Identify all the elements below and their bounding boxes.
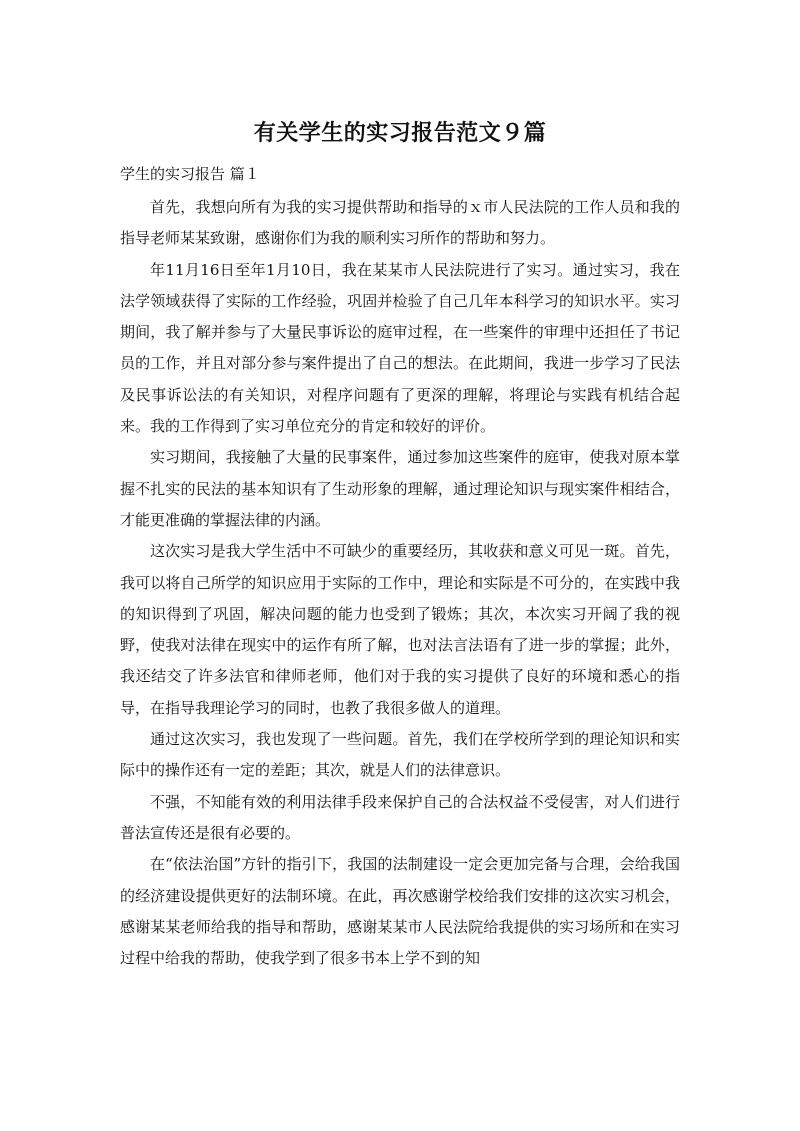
- paragraph-3: 实习期间，我接触了大量的民事案件，通过参加这些案件的庭审，使我对原本掌握不扎实的民法的基本知识有了生动形象的理解，通过理论知识与现实案件相结合，才能更准确的掌握法律的内涵。: [120, 448, 680, 529]
- paragraph-2: 年11月16日至年1月10日，我在某某市人民法院进行了实习。通过实习，我在法学领域获得了实际的工作经验，巩固并检验了自己几年本科学习的知识水平。实习期间，我了解并参与了大量民事诉讼的庭审过程，在一些案件的审理中还担任了书记员的工作，并且对部分参与案件提出了自己的想法。在此期间，我进一步学习了民法及民事诉讼法的有关知识，对程序问题有了更深的理解，将理论与实践有机结合起来。我的工作得到了实习单位充分的肯定和较好的评价。: [120, 260, 680, 436]
- document-body: [120, 192, 680, 974]
- paragraph-6: 不强，不知能有效的利用法律手段来保护自己的合法权益不受侵害，对人们进行普法宣传还是很有必要的。: [120, 792, 680, 842]
- document-title: 有关学生的实习报告范文９篇: [253, 121, 547, 146]
- paragraph-4: 这次实习是我大学生活中不可缺少的重要经历，其收获和意义可见一斑。首先，我可以将自己所学的知识应用于实际的工作中，理论和实际是不可分的，在实践中我的知识得到了巩固，解决问题的能力也受到了锻炼；其次，本次实习开阔了我的视野，使我对法律在现实中的运作有所了解，也对法言法语有了进一步的掌握；此外，我还结交了许多法官和律师老师，他们对于我的实习提供了良好的环境和悉心的指导，在指导我理论学习的同时，也教了我很多做人的道理。: [120, 542, 680, 717]
- section-heading: 学生的实习报告 篇１: [120, 165, 260, 183]
- paragraph-7: 在“依法治国”方针的指引下，我国的法制建设一定会更加完备与合理，会给我国的经济建设提供更好的法制环境。在此，再次感谢学校给我们安排的这次实习机会，感谢某某老师给我的指导和帮助，感谢某某市人民法院给我提供的实习场所和在实习过程中给我的帮助，使我学到了很多书本上学不到的知: [120, 855, 680, 968]
- paragraph-1: 首先，我想向所有为我的实习提供帮助和指导的ｘ市人民法院的工作人员和我的指导老师某某致谢，感谢你们为我的顺利实习所作的帮助和努力。: [120, 198, 680, 248]
- paragraph-5: 通过这次实习，我也发现了一些问题。首先，我们在学校所学到的理论知识和实际中的操作还有一定的差距；其次，就是人们的法律意识。: [120, 730, 680, 780]
